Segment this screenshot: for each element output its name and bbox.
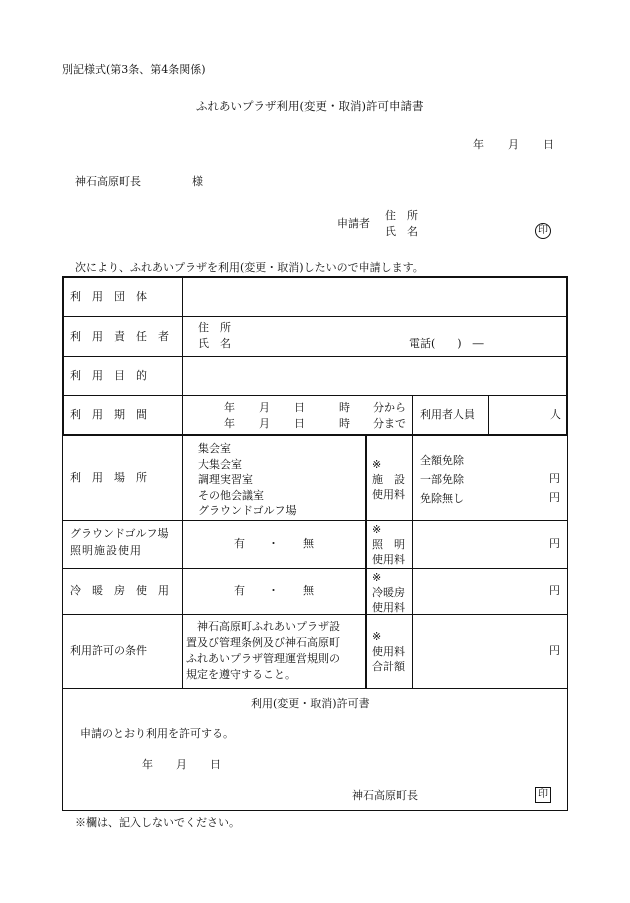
facility-fee-mark: ※ [372, 458, 382, 471]
applicant-label: 申請者 [337, 217, 370, 230]
permit-year-label: 年 [142, 758, 153, 771]
applicant-address-label: 住 所 [385, 209, 418, 222]
form-title: ふれあいプラザ利用(変更・取消)許可申請書 [196, 99, 424, 113]
period-start-month: 月 [259, 401, 270, 414]
place-options [198, 441, 297, 519]
exemption-full: 全額免除 [420, 454, 464, 467]
condition-text [186, 619, 340, 683]
ac-fee-mark: ※ [372, 571, 382, 584]
ac-fee-line1: 冷暖房 [372, 586, 405, 599]
period-from: 分から [373, 401, 406, 414]
applicant-name-label: 氏 名 [385, 225, 418, 238]
total-fee-line2: 合計額 [372, 660, 405, 673]
total-fee-mark: ※ [372, 630, 382, 643]
lighting-fee-yen: 円 [549, 537, 560, 550]
place-option: 集会室 [198, 442, 231, 455]
honorific: 様 [192, 175, 203, 188]
period-end-year: 年 [224, 417, 235, 430]
intro-text: 次により、ふれあいプラザを利用(変更・取消)したいので申請します。 [75, 261, 424, 274]
ac-no: 無 [303, 584, 314, 597]
permit-title: 利用(変更・取消)許可書 [251, 697, 370, 710]
place-label: 利 用 場 所 [70, 471, 147, 484]
period-start-hour: 時 [339, 401, 350, 414]
place-option: 大集会室 [198, 457, 242, 471]
period-end-month: 月 [259, 417, 270, 430]
ac-fee-label [372, 570, 405, 615]
applicant-seal-mark: 印 [535, 223, 551, 239]
total-fee-label [372, 629, 405, 674]
addressee: 神石高原町長 [75, 175, 141, 188]
place-option: 調理実習室 [198, 473, 253, 486]
period-start-year: 年 [224, 401, 235, 414]
facility-fee-yen-1: 円 [549, 472, 560, 485]
gg-lighting-yes: 有 [234, 537, 245, 550]
users-label: 利用者人員 [420, 408, 475, 421]
ac-fee-yen: 円 [549, 584, 560, 597]
gg-lighting-label-2: 照明施設使用 [70, 544, 142, 557]
gg-lighting-dot: ・ [268, 537, 279, 550]
footer-note: ※欄は、記入しないでください。 [75, 816, 240, 829]
place-option: その他会議室 [198, 488, 264, 502]
facility-fee-label [372, 457, 405, 502]
purpose-label: 利 用 目 的 [70, 369, 147, 382]
period-end-day: 日 [294, 417, 305, 430]
manager-name-label: 氏 名 [198, 337, 231, 350]
ac-fee-line2: 使用料 [372, 601, 405, 614]
gg-lighting-no: 無 [303, 537, 314, 550]
users-unit: 人 [550, 408, 561, 421]
permit-seal-mark: 印 [535, 787, 551, 803]
lighting-fee-line2: 使用料 [372, 553, 405, 566]
group-label: 利 用 団 体 [70, 290, 147, 303]
permit-day-label: 日 [210, 758, 221, 771]
facility-fee-line1: 施 設 [372, 473, 405, 486]
ac-dot: ・ [268, 584, 279, 597]
form-reference: 別記様式(第3条、第4条関係) [62, 63, 206, 76]
permit-statement: 申請のとおり利用を許可する。 [80, 727, 234, 740]
facility-fee-line2: 使用料 [372, 488, 405, 501]
gg-lighting-label-1: グラウンドゴルフ場 [70, 527, 169, 540]
permit-issuer: 神石高原町長 [352, 789, 418, 802]
condition-label: 利用許可の条件 [70, 644, 147, 657]
condition-line: ふれあいプラザ管理運営規則の [186, 652, 340, 665]
date-day-label: 日 [543, 138, 554, 151]
exemption-options [420, 451, 464, 508]
ac-yes: 有 [234, 584, 245, 597]
lighting-fee-label [372, 522, 405, 567]
permit-month-label: 月 [176, 758, 187, 771]
lighting-fee-line1: 照 明 [372, 538, 405, 551]
exemption-partial: 一部免除 [420, 473, 464, 486]
period-start-day: 日 [294, 401, 305, 414]
facility-fee-yen-2: 円 [549, 491, 560, 504]
manager-label: 利 用 責 任 者 [70, 330, 169, 343]
period-end-hour: 時 [339, 417, 350, 430]
condition-line: 規定を遵守すること。 [186, 668, 296, 681]
total-fee-yen: 円 [549, 644, 560, 657]
total-fee-line1: 使用料 [372, 645, 405, 658]
manager-address-label: 住 所 [198, 321, 231, 334]
period-label: 利 用 期 間 [70, 408, 147, 421]
ac-label: 冷 暖 房 使 用 [70, 584, 169, 597]
period-until: 分まで [373, 417, 406, 430]
lighting-fee-mark: ※ [372, 523, 382, 536]
phone-label: 電話( ) ― [409, 337, 484, 350]
date-month-label: 月 [508, 138, 519, 151]
date-year-label: 年 [473, 138, 484, 151]
exemption-none: 免除無し [420, 492, 464, 505]
condition-line: 神石高原町ふれあいプラザ設 [197, 620, 340, 633]
place-option: グラウンドゴルフ場 [198, 504, 297, 517]
condition-line: 置及び管理条例及び神石高原町 [186, 636, 340, 649]
